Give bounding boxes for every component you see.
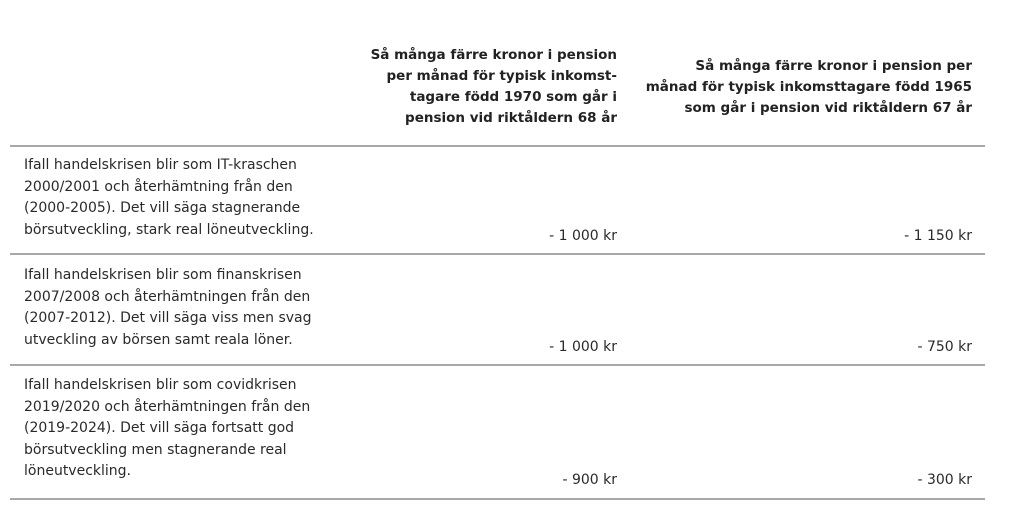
label-line: börsutveckling, stark real löneutveckling. [24, 221, 314, 238]
value-born-1970: - 1 000 kr [549, 339, 617, 355]
header-line: tagare född 1970 som går i [409, 89, 617, 105]
column-header-born-1970 [347, 45, 617, 129]
label-line: (2019-2024). Det vill säga fortsatt god [24, 420, 295, 436]
label-line: (2007-2012). Det vill säga viss men svag [24, 310, 312, 326]
label-line: löneutveckling. [24, 463, 131, 479]
label-line: Ifall handelskrisen blir som covidkrisen [24, 377, 297, 393]
table-row [10, 366, 985, 500]
value-born-1965: - 1 150 kr [904, 228, 972, 244]
label-line: 2000/2001 och återhämtning från den [24, 178, 293, 195]
header-line: pension vid riktåldern 68 år [405, 110, 617, 126]
table-header [10, 0, 985, 147]
label-line: utveckling av börsen samt reala löner. [24, 331, 293, 348]
header-line: månad för typisk inkomsttagare född 1965 [645, 79, 972, 95]
label-line: 2019/2020 och återhämtningen från den [24, 398, 311, 415]
label-line: börsutveckling men stagnerande real [24, 441, 287, 458]
column-header-born-1965 [632, 56, 972, 119]
table-row [10, 147, 985, 255]
table-row [10, 255, 985, 366]
value-born-1965: - 300 kr [917, 472, 972, 488]
header-line: per månad för typisk inkomst- [386, 68, 617, 84]
scenario-label [24, 155, 354, 241]
header-line: Så många färre kronor i pension [370, 47, 617, 63]
scenario-label [24, 265, 354, 351]
value-born-1965: - 750 kr [917, 339, 972, 355]
value-born-1970: - 900 kr [562, 472, 617, 488]
label-line: Ifall handelskrisen blir som IT-kraschen [24, 157, 297, 173]
value-born-1970: - 1 000 kr [549, 228, 617, 244]
header-line: som går i pension vid riktåldern 67 år [684, 100, 972, 116]
header-line: Så många färre kronor i pension per [695, 58, 972, 74]
label-line: 2007/2008 och återhämtningen från den [24, 288, 311, 305]
label-line: (2000-2005). Det vill säga stagnerande [24, 200, 301, 216]
scenario-label [24, 375, 354, 483]
label-line: Ifall handelskrisen blir som finanskrisen [24, 267, 302, 283]
